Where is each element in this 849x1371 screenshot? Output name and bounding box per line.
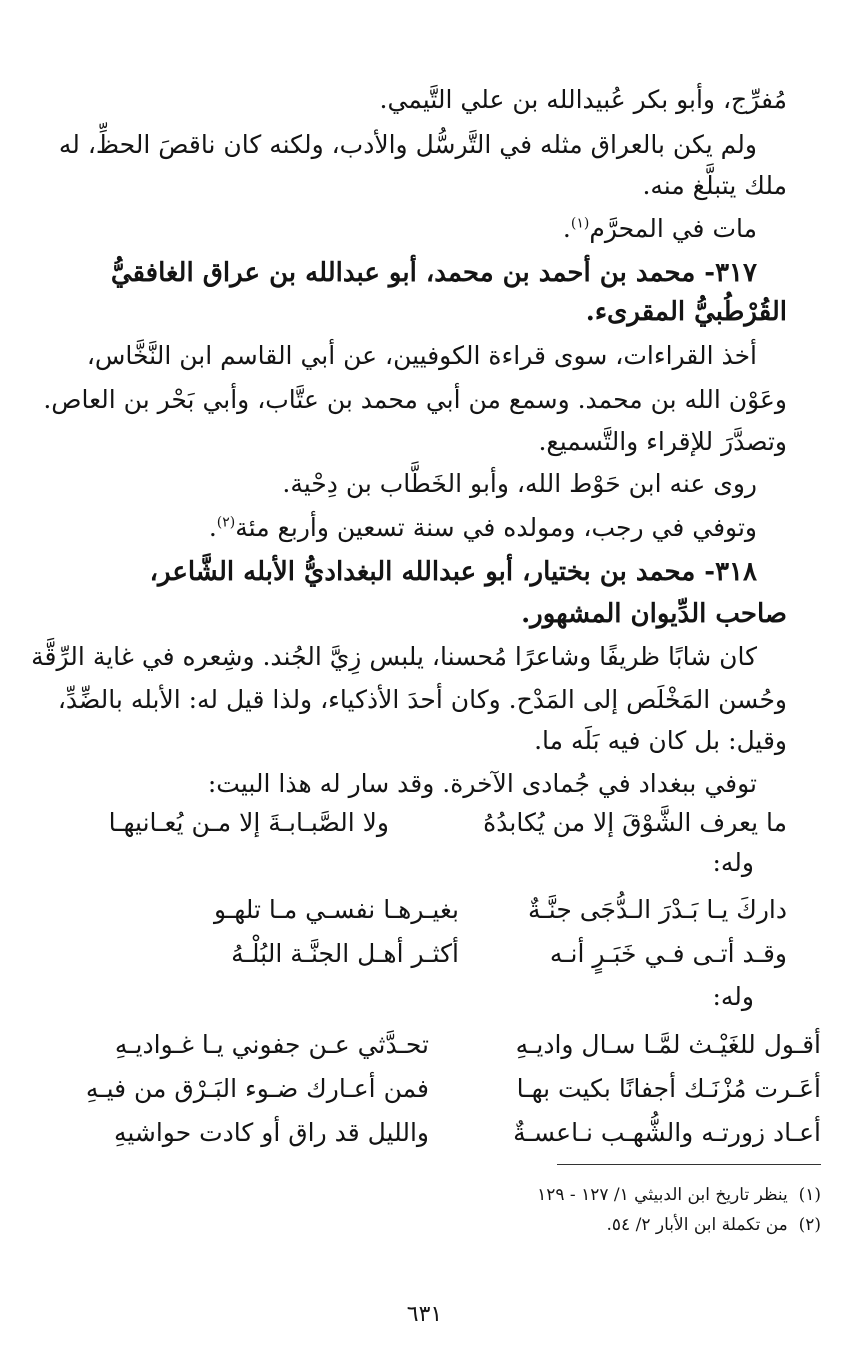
entry-heading-318-cont: صاحب الدِّيوان المشهور. (521, 599, 787, 629)
text-line: أخذ القراءات، سوى قراءة الكوفيين، عن أبي القاسم ابن النَّخَّاس، (86, 341, 757, 370)
verse-hemistich-left: تحـدَّثي عـن جفوني يـا غـواديـهِ (114, 1030, 429, 1059)
verse-hemistich-left: فمن أعـارك ضـوء البَـرْق من فيـهِ (85, 1074, 429, 1103)
text-span: . (562, 214, 571, 243)
verse-hemistich-right: أعَـرت مُزْنَـك أجفانًا بكيت بهـا (516, 1074, 821, 1103)
text-line: روى عنه ابن حَوْط الله، وأبو الخَطَّاب بن دِحْية. (282, 469, 757, 498)
footnote-1 (537, 1183, 821, 1207)
footnote-number: (١) (798, 1185, 821, 1205)
entry-heading-318: ٣١٨- محمد بن بختيار، أبو عبدالله البغداديُّ الأبله الشَّاعر، (149, 557, 757, 587)
text-line: وقيل: بل كان فيه بَلَه ما. (534, 726, 787, 755)
entry-heading-317: ٣١٧- محمد بن أحمد بن محمد، أبو عبدالله بن عراق الغافقيُّ (110, 258, 757, 288)
verse-hemistich-left: والليل قد راق أو كادت حواشيهِ (113, 1118, 429, 1147)
text-span: مات في المحرَّم (589, 214, 757, 243)
entry-heading-317-cont: القُرْطُبيُّ المقرىء. (585, 297, 787, 327)
text-line: توفي ببغداد في جُمادى الآخرة. وقد سار له هذا البيت: (207, 769, 757, 798)
footnote-divider (557, 1164, 821, 1165)
text-line: كان شابًا ظريفًا وشاعرًا مُحسنا، يلبس زِيَّ الجُند. وشِعره في غاية الرِّقَّة (31, 642, 757, 671)
page-number: ٦٣١ (406, 1302, 443, 1327)
footnote-marker: (١) (570, 215, 590, 232)
text-line: ولم يكن بالعراق مثله في التَّرسُّل والأدب، ولكنه كان ناقصَ الحظِّ، له (58, 130, 757, 159)
verse-hemistich-right: أعـاد زورتـه والشُّهـب نـاعسـةٌ (513, 1118, 821, 1147)
verse-hemistich-right: داركَ يـا بَـدْرَ الـدُّجَى جنَّـةٌ (528, 895, 787, 924)
text-line: مُفرِّج، وأبو بكر عُبيدالله بن علي التَّيمي. (379, 85, 787, 114)
text-line: وتصدَّرَ للإقراء والتَّسميع. (538, 427, 787, 456)
footnote-marker: (٢) (216, 514, 236, 531)
verse-hemistich-left: أكثـر أهـل الجنَّـة البُلْـهُ (231, 939, 459, 968)
footnote-text: من تكملة ابن الأبار ٢/ ٥٤. (606, 1215, 788, 1235)
verse-intro: وله: (712, 848, 754, 877)
text-span: وتوفي في رجب، ومولده في سنة تسعين وأربع مئة (235, 513, 757, 542)
text-line: وحُسن المَخْلَص إلى المَدْح. وكان أحدَ الأذكياء، ولذا قيل له: الأبله بالضِّدِّ، (57, 685, 787, 714)
footnote-number: (٢) (798, 1215, 821, 1235)
text-line: ملك يتبلَّغ منه. (642, 171, 787, 200)
verse-hemistich-left: بغيـرهـا نفسـي مـا تلهـو (213, 895, 459, 924)
verse-hemistich-right: وقـد أتـى فـي خَبَـرٍ أنـه (549, 939, 787, 968)
text-span: . (208, 513, 217, 542)
footnote-2 (607, 1213, 821, 1237)
verse-hemistich-left: ولا الصَّبـابـةَ إلا مـن يُعـانيهـا (108, 808, 389, 837)
verse-hemistich-right: أقـول للغَيْـث لمَّـا سـال واديـهِ (515, 1030, 821, 1059)
verse-intro: وله: (712, 982, 754, 1011)
verse-hemistich-right: ما يعرف الشَّوْقَ إلا من يُكابدُهُ (483, 808, 787, 837)
text-line: وعَوْن الله بن محمد. وسمع من أبي محمد بن عتَّاب، وأبي بَحْر بن العاص. (43, 385, 787, 414)
text-line (62, 511, 757, 545)
footnote-text: ينظر تاريخ ابن الدبيثي ١/ ١٢٧ - ١٢٩ (537, 1185, 788, 1205)
text-line (62, 212, 757, 246)
